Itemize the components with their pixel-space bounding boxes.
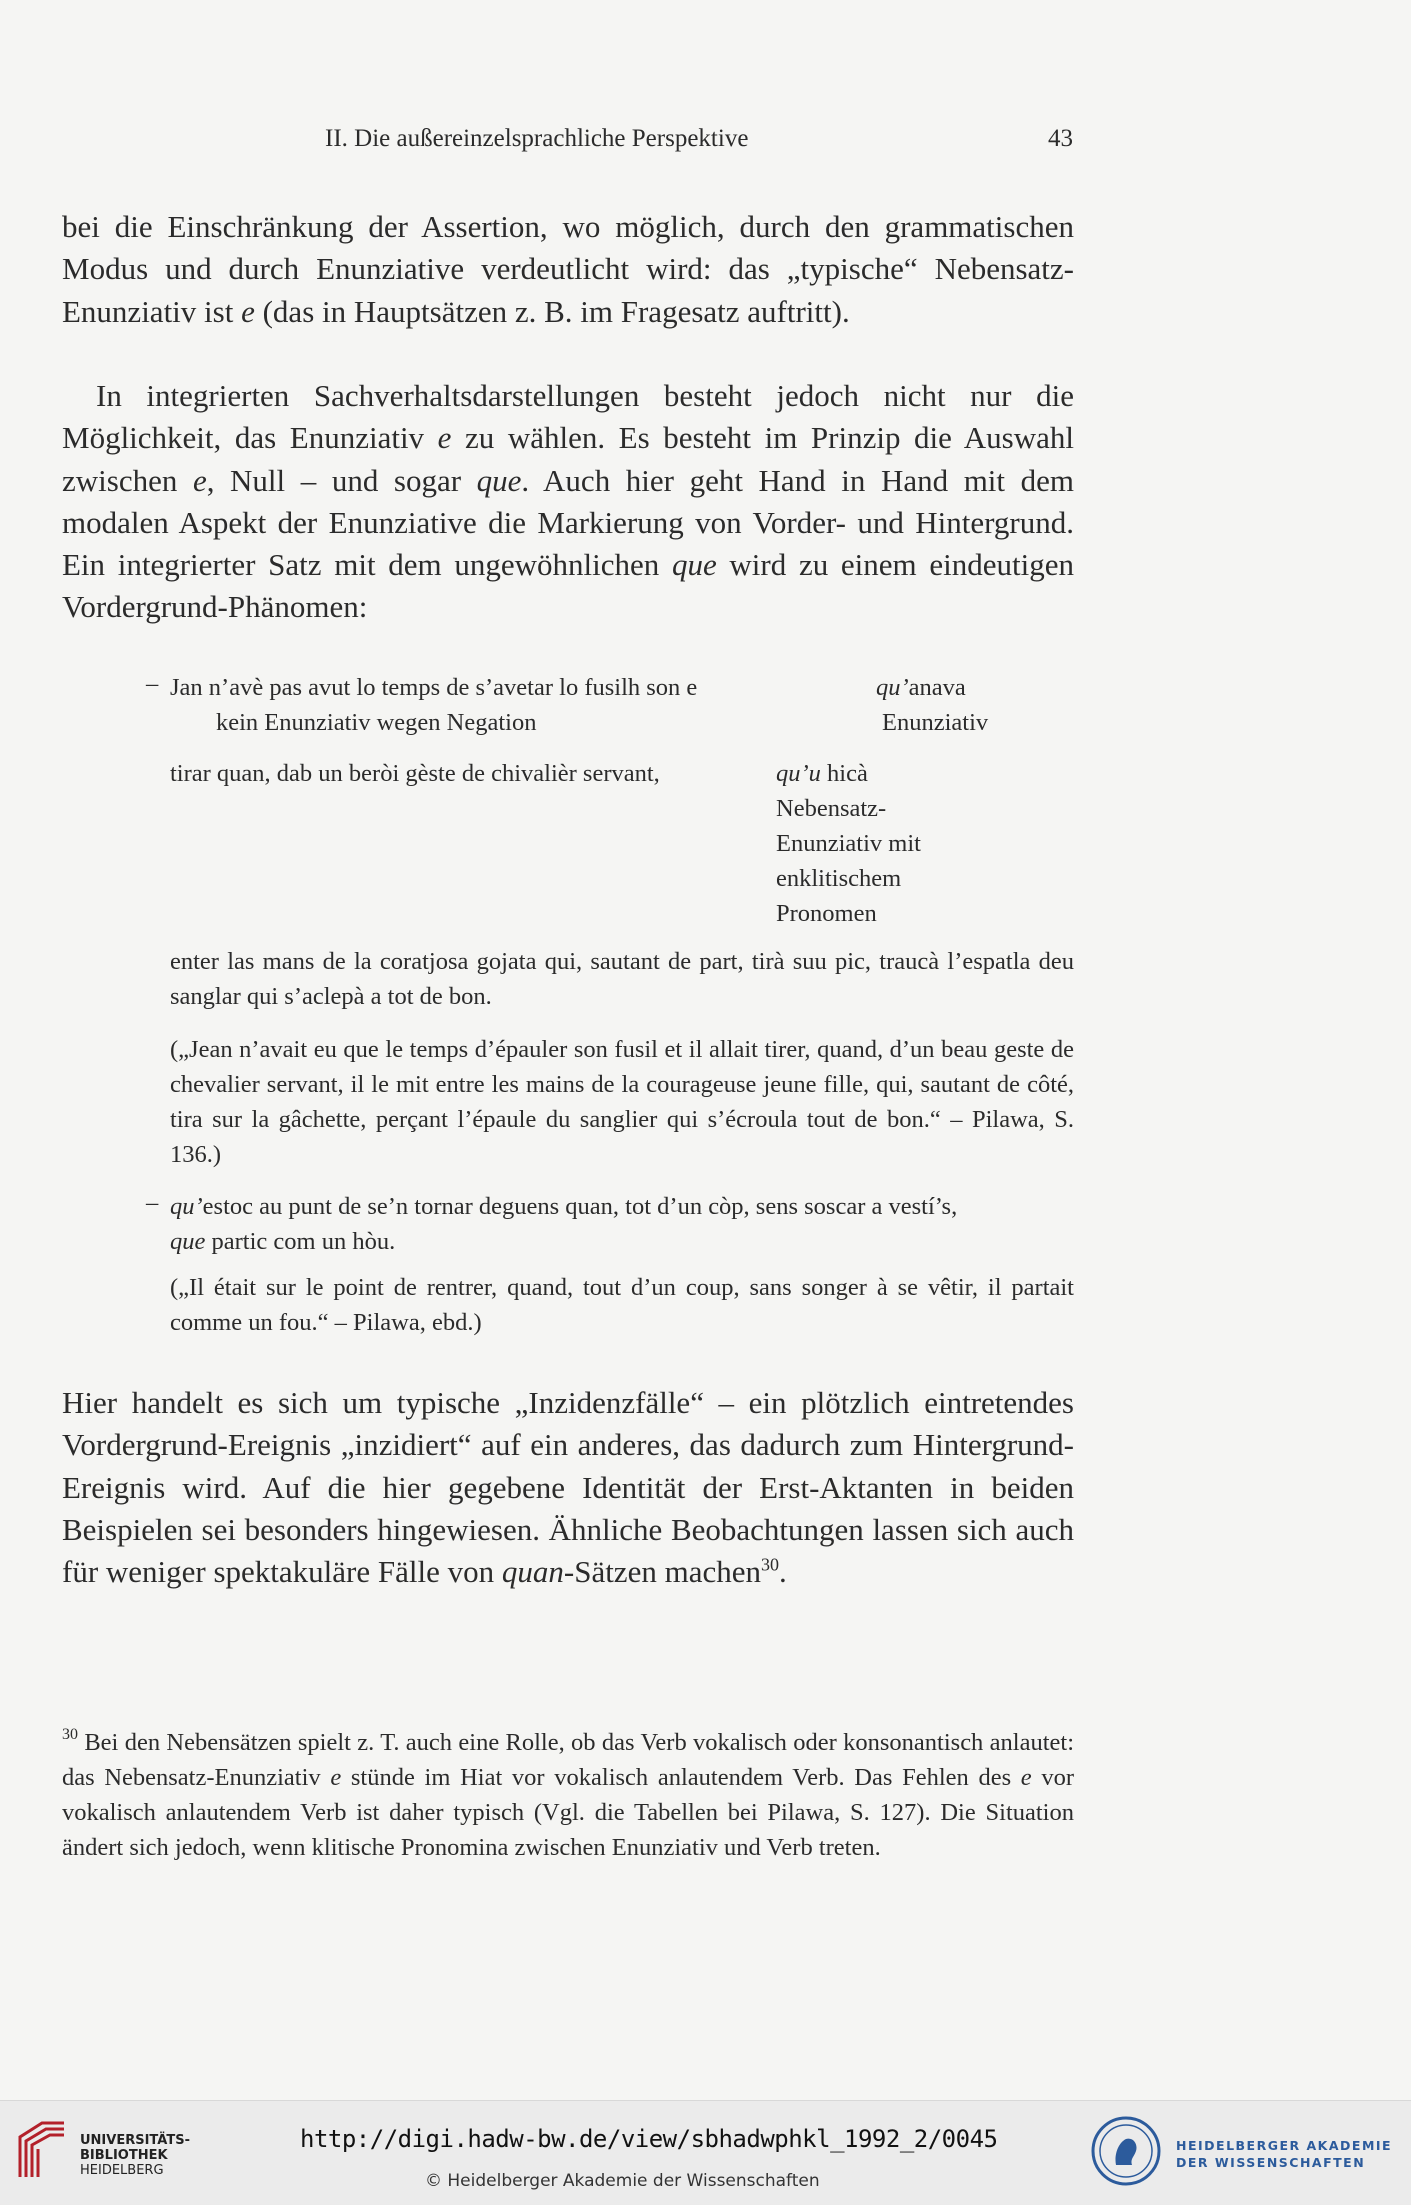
italic-run: quan — [501, 1554, 564, 1590]
italic-run: e — [330, 1764, 342, 1792]
text-run: hicà — [827, 760, 868, 787]
italic-run: e — [437, 420, 452, 456]
gloss-2-line: Nebensatz- — [776, 795, 887, 822]
italic-run: e — [192, 462, 207, 498]
paragraph-1 — [62, 206, 1074, 333]
academy-seal-logo-icon[interactable] — [1090, 2115, 1162, 2187]
running-title: II. Die außereinzelsprachliche Perspektive — [325, 125, 749, 152]
text-run: (das in Hauptsätzen z. B. im Fragesatz auftritt). — [254, 293, 850, 329]
text-run: Hier handelt es sich um typische „Inzidenzfälle“ – ein plötzlich eintretendes Vordergrund-Ereignis „inzidiert“ auf ein anderes, das dadurch zum Hintergrund-Ereignis wird. Auf die hier gegebene Identität der Erst-Aktanten in beiden Beispielen sei besonders hingewiesen. Ähnliche Beobachtungen lassen sich auch für weniger spektakuläre Fälle von — [62, 1385, 1074, 1590]
example-translation: („Il était sur le point de rentrer, quand, tout d’un coup, sans songer à se vêtir, il partait comme un fou.“ – Pilawa, ebd.) — [170, 1274, 1074, 1336]
paragraph-3 — [62, 1382, 1074, 1593]
university-library-logo-icon[interactable] — [14, 2119, 70, 2181]
italic-run: e — [1020, 1764, 1032, 1792]
gloss-1-left: kein Enunziativ wegen Negation — [216, 709, 537, 736]
italic-run: qu’ — [876, 674, 909, 701]
italic-run: qu’ — [170, 1193, 203, 1220]
text-run: wird zu einem eindeutigen Vordergrund-Phänomen: — [62, 547, 1074, 625]
example-line-1: Jan n’avè pas avut lo temps de s’avetar lo fusilh son e — [170, 674, 698, 701]
footnote-30 — [62, 1719, 1074, 1865]
text-run: Bei den Nebensätzen spielt z. T. auch eine Rolle, ob das Verb vokalisch oder konsonantisch anlautet: das Nebensatz-Enunziativ — [62, 1729, 1074, 1792]
italic-run: e — [241, 293, 255, 329]
copyright-notice: © Heidelberger Akademie der Wissenschaften — [425, 2171, 820, 2191]
university-library-name — [80, 2133, 190, 2178]
text-run: vor vokalisch anlautendem Verb ist daher typisch (Vgl. die Tabellen bei Pilawa, S. 127). Die Situation ändert sich jedoch, wenn klitische Pronomina zwischen Enunziativ und Verb treten. — [62, 1764, 1074, 1862]
gloss-2-line: Pronomen — [776, 900, 877, 927]
example-translation: („Jean n’avait eu que le temps d’épauler son fusil et il allait tirer, quand, d’un beau geste de chevalier servant, il le mit entre les mains de la courageuse jeune fille, qui, sautant de côté, tira sur la gâchette, perçant l’épaule du sanglier qui s’écroula tout de bon.“ – Pilawa, S. 136.) — [170, 1036, 1074, 1168]
gloss-2-line: enklitischem — [776, 865, 902, 892]
example-line-2: tirar quan, dab un beròi gèste de chivalièr servant, — [170, 760, 660, 787]
text-run: zu wählen. Es besteht im Prinzip die Auswahl zwischen — [62, 420, 1075, 498]
italic-run: que — [671, 547, 717, 583]
italic-run: que — [476, 462, 522, 498]
text-run: DER WISSENSCHAFTEN — [1176, 2155, 1366, 2170]
text-run: estoc au punt de se’n tornar deguens quan, tot d’un còp, sens soscar a vestí’s, — [202, 1193, 958, 1220]
italic-run: que — [170, 1228, 206, 1255]
example-line-1-verb — [876, 670, 966, 705]
gloss-2-line: Enunziativ mit — [776, 830, 921, 857]
text-run: . — [778, 1554, 787, 1590]
example-line-2-verb — [776, 756, 868, 791]
text-run: BIBLIOTHEK — [80, 2148, 168, 2163]
running-header — [0, 125, 1411, 161]
text-run: , Null – und sogar — [206, 462, 477, 498]
italic-run: qu’u — [776, 760, 821, 787]
example-text — [170, 1189, 1074, 1259]
text-run: -Sätzen machen — [563, 1554, 761, 1590]
text-run: In integrierten Sachverhaltsdarstellungen besteht jedoch nicht nur die Möglichkeit, das Enunziativ — [62, 378, 1074, 456]
text-run: anava — [908, 674, 966, 701]
text-run: HEIDELBERGER AKADEMIE — [1176, 2138, 1393, 2153]
example-continuation: enter las mans de la coratjosa gojata qui, sautant de part, tirà suu pic, traucà l’espatla deu sanglar qui s’aclepà a tot de bon. — [170, 948, 1074, 1010]
text-run: stünde im Hiat vor vokalisch anlautendem Verb. Das Fehlen des — [341, 1764, 1021, 1792]
text-run: UNIVERSITÄTS- — [80, 2133, 190, 2148]
page-number: 43 — [1048, 125, 1073, 152]
academy-name — [1176, 2137, 1392, 2171]
list-dash: – — [146, 1189, 159, 1216]
footnote-number: 30 — [62, 1726, 78, 1743]
viewer-footer — [0, 2100, 1411, 2205]
text-run: partic com un hòu. — [205, 1228, 396, 1255]
footnote-reference: 30 — [760, 1554, 779, 1575]
text-run: HEIDELBERG — [80, 2163, 164, 2178]
list-dash: – — [146, 670, 159, 697]
permalink-url[interactable]: http://digi.hadw-bw.de/view/sbhadwphkl_1992_2/0045 — [300, 2125, 998, 2153]
text-run: . Auch hier geht Hand in Hand mit dem modalen Aspekt der Enunziative die Markierung von Vorder- und Hintergrund. Ein integrierter Satz mit dem ungewöhnlichen — [62, 462, 1074, 583]
text-run: bei die Einschränkung der Assertion, wo möglich, durch den grammatischen Modus und durch Enunziative verdeutlicht wird: das „typische“ Nebensatz-Enunziativ ist — [62, 209, 1074, 329]
gloss-1-right: Enunziativ — [882, 709, 989, 736]
paragraph-2 — [62, 375, 1074, 629]
